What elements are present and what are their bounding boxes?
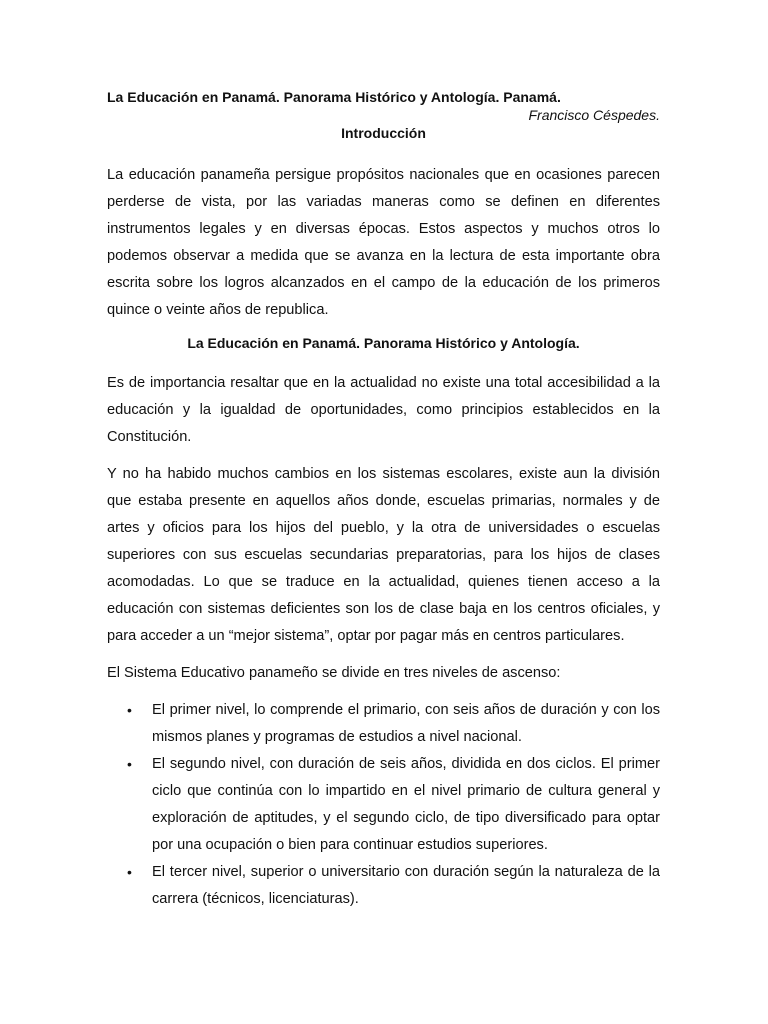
levels-list [107,697,660,913]
list-item [107,697,660,751]
document-page [107,88,660,913]
bullet-icon: • [127,702,132,718]
bullet-icon: • [127,864,132,880]
list-item [107,751,660,859]
list-item [107,859,660,913]
paragraph-accessibility: Es de importancia resaltar que en la actualidad no existe una total accesibilidad a la educación y la igualdad de oportunidades, como principios establecidos en la Constitución. [107,375,660,445]
level-text: El tercer nivel, superior o universitario con duración según la naturaleza de la carrera (técnicos, licenciaturas). [152,864,660,907]
section-heading: La Educación en Panamá. Panorama Histórico y Antología. [187,335,580,351]
paragraph-levels-intro: El Sistema Educativo panameño se divide en tres niveles de ascenso: [107,665,561,681]
intro-heading: Introducción [341,125,426,141]
document-title: La Educación en Panamá. Panorama Histórico y Antología. Panamá. [107,89,561,105]
level-text: El primer nivel, lo comprende el primario, con seis años de duración y con los mismos planes y programas de estudios a nivel nacional. [152,702,660,745]
author-name: Francisco Céspedes. [528,107,660,123]
level-text: El segundo nivel, con duración de seis años, dividida en dos ciclos. El primer ciclo que continúa con lo impartido en el nivel primario de cultura general y exploración de aptitudes, y el segundo ciclo, de tipo diversificado para optar por una ocupación o bien para continuar estudios superiores. [152,756,660,853]
intro-paragraph: La educación panameña persigue propósitos nacionales que en ocasiones parecen perderse de vista, por las variadas maneras como se definen en diferentes instrumentos legales y en diversas épocas. Estos aspectos y muchos otros lo podemos observar a medida que se avanza en la lectura de esta importante obra escrita sobre los logros alcanzados en el campo de la educación de los primeros quince o veinte años de republica. [107,167,660,318]
bullet-icon: • [127,756,132,772]
paragraph-school-systems: Y no ha habido muchos cambios en los sistemas escolares, existe aun la división que estaba presente en aquellos años donde, escuelas primarias, normales y de artes y oficios para los hijos del pueblo, y la otra de universidades o escuelas superiores con sus escuelas secundarias preparatorias, para los hijos de clases acomodadas. Lo que se traduce en la actualidad, quienes tienen acceso a la educación con sistemas deficientes son los de clase baja en los centros oficiales, y para acceder a un “mejor sistema”, optar por pagar más en centros particulares. [107,466,660,644]
